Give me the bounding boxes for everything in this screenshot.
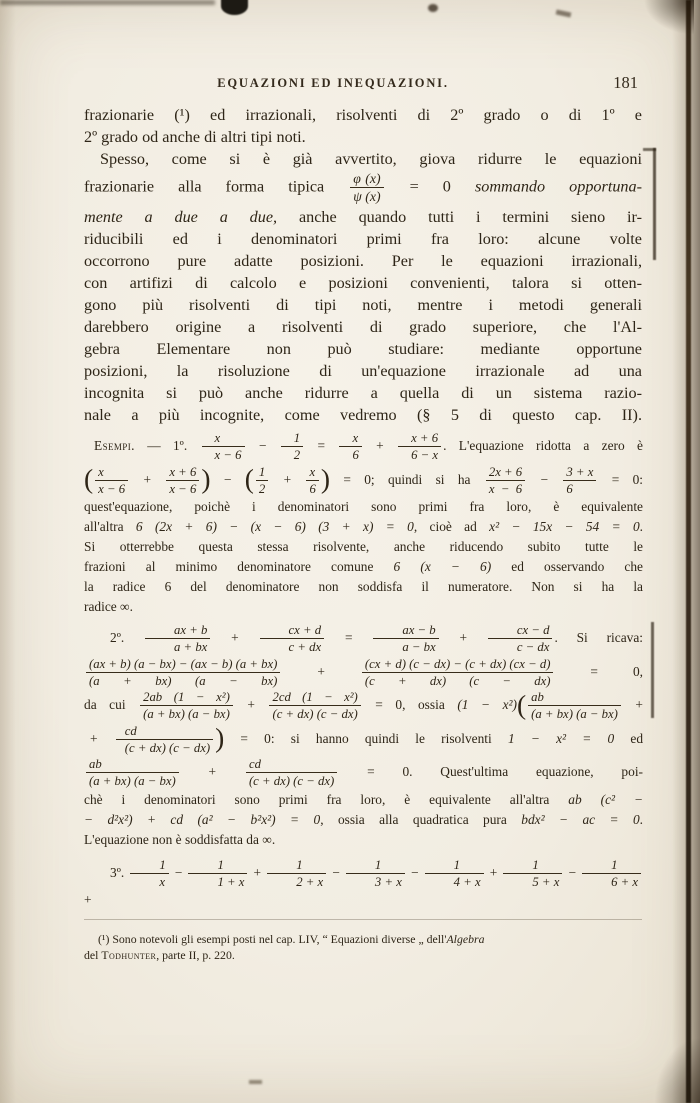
math-fraction: $\frac{1}{1 + x}$: [188, 858, 247, 890]
footnote: [84, 931, 642, 963]
math-fraction: $\frac{x}{6}$: [306, 465, 318, 497]
text-line: mente a due a due, anche quando tutti i termini sieno ir-: [84, 207, 642, 226]
math-fraction: $\frac{x}{6}$: [339, 431, 361, 463]
examples-section: [84, 430, 643, 910]
running-head: EQUAZIONI ED INEQUAZIONI.: [217, 76, 449, 90]
text-line: Esempi. — 1º. $\frac{x}{x - 6}$ − $\frac{1}{2}$ = $\frac{x}{6}$ + $\frac{x + 6}{6 - x}$ . L'equazione ridotta a zero è: [94, 431, 644, 463]
scan-corner-bottom-right: [654, 1037, 700, 1103]
text-line: $\frac{(ax + b) (a - bx) - (ax - b) (a + bx)}{(a + bx) (a - bx)}$ + $\frac{(cx + d) (c - dx) - (c + dx) (cx - d)}{(c + dx) (c - dx)}$ = 0,: [84, 656, 643, 690]
text-line: + $\frac{cd}{(c + dx) (c - dx)}$ ) = 0: si hanno quindi le risolventi 1 − x² = 0 ed: [90, 723, 644, 755]
math-fraction: $\frac{1}{2}$: [281, 431, 303, 463]
text-line: gono più risolventi di tipi noti, mentre i metodi generali: [84, 295, 642, 314]
text-line: occorrono pure adatte posizioni. Per le equazioni irrazionali,: [84, 251, 642, 270]
math-fraction: $\frac{1}{2}$: [256, 465, 268, 497]
text-line: radice ∞.: [84, 599, 133, 614]
math-fraction: $\frac{1}{4 + x}$: [425, 858, 484, 890]
scan-corner-top-right: [642, 0, 694, 36]
text-line: posizioni, la risoluzione di un'equazione irrazionale ad una: [84, 361, 642, 380]
big-paren: (: [244, 464, 254, 495]
text-line: 2º. $\frac{ax + b}{a + bx}$ + $\frac{cx + d}{c + dx}$ = $\frac{ax - b}{a - bx}$ + $\frac{cx - d}{c - dx}$ . Si ricava:: [110, 623, 644, 655]
text-line: darebbero origine a risolventi di grado superiore, che l'Al-: [84, 317, 642, 336]
text-line: frazioni al minimo denominatore comune 6 (x − 6) ed osservando che: [84, 559, 643, 574]
text-line: frazionarie alla forma tipica $\frac{\varphi (x)}{\psi (x)}$ = 0 sommando opportuna-: [84, 171, 642, 205]
body-paragraphs: [84, 104, 642, 426]
text-line: la radice 6 del denominatore non soddisfa il numeratore. Non si ha la: [84, 579, 643, 594]
page-edge-right-shade: [672, 0, 700, 1103]
big-paren: (: [84, 464, 94, 495]
math-fraction: $\frac{ax + b}{a + bx}$: [145, 623, 210, 655]
math-fraction: $\frac{1}{x}$: [130, 858, 168, 890]
page-edge-left-shade: [0, 0, 16, 1103]
text-line: incognita si può anche ridurre a quella di un sistema razio-: [84, 383, 642, 402]
math-fraction: $\frac{3 + x}{6}$: [563, 465, 596, 497]
scan-line-right-upper: [653, 148, 656, 260]
math-fraction: $\frac{cx + d}{c + dx}$: [260, 623, 325, 655]
text-line: all'altra 6 (2x + 6) − (x − 6) (3 + x) = 0, cioè ad x² − 15x − 54 = 0.: [84, 519, 643, 534]
text-line: 2º grado od anche di altri tipi noti.: [84, 128, 306, 146]
scan-ink-blob-top: [221, 0, 248, 15]
scan-speck-bottom: [249, 1080, 262, 1084]
text-line: frazionarie (¹) ed irrazionali, risolventi di 2º grado o di 1º e: [84, 106, 642, 124]
math-fraction: $\frac{(ax + b) (a - bx) - (ax - b) (a + bx)}{(a + bx) (a - bx)}$: [86, 657, 280, 689]
scan-speck-top-center: [428, 4, 438, 12]
math-fraction: $\frac{ab}{(a + bx) (a - bx)}$: [86, 757, 179, 789]
big-paren: ): [201, 464, 211, 495]
text-line: nale a più incognite, come vedremo (§ 5 di questo cap. II).: [84, 405, 642, 424]
math-fraction: $\frac{1}{2 + x}$: [267, 858, 326, 890]
big-paren: (: [517, 689, 527, 720]
text-line: 3º. $\frac{1}{x}$ − $\frac{1}{1 + x}$ + $\frac{1}{2 + x}$ − $\frac{1}{3 + x}$ − $\frac{1}{4 + x}$ + $\frac{1}{5 + x}$ − $\frac{1}{6 + x}$ +: [84, 857, 643, 911]
big-paren: ): [320, 464, 330, 495]
binding-shadow-line: [686, 0, 691, 1103]
text-line: $\frac{ab}{(a + bx) (a - bx)}$ + $\frac{cd}{(c + dx) (c - dx)}$ = 0. Quest'ultima equazione, poi-: [84, 756, 643, 790]
text-line: L'equazione non è soddisfatta da ∞.: [84, 831, 276, 847]
math-fraction: $\frac{2x + 6}{x - 6}$: [486, 465, 525, 497]
text-line: riducibili ed i denominatori primi fra loro: alcune volte: [84, 229, 642, 248]
page-header: [84, 73, 642, 98]
math-fraction: $\frac{ab}{(a + bx) (a - bx)}$: [528, 690, 621, 722]
text-line: chè i denominatori sono primi fra loro, è equivalente all'altra ab (c² −: [84, 791, 643, 807]
math-fraction: $\frac{ax - b}{a - bx}$: [373, 623, 438, 655]
text-line: ( $\frac{x}{x - 6}$ + $\frac{x + 6}{x - 6}$ ) − ( $\frac{1}{2}$ + $\frac{x}{6}$ ) = 0; quindi si ha $\frac{2x + 6}{x - 6}$ − $\frac{3 + x}{6}$ = 0:: [84, 464, 644, 496]
scan-smudge-top: [0, 0, 215, 5]
text-line: Si otterrebbe questa stessa risolvente, anche riducendo subito tutte le: [84, 539, 643, 554]
math-fraction: $\frac{x + 6}{6 - x}$: [398, 431, 441, 463]
big-paren: ): [215, 723, 225, 754]
footnote-divider: [84, 919, 642, 920]
math-fraction: $\frac{\varphi (x)}{\psi (x)}$: [350, 171, 383, 205]
math-fraction: $\frac{x}{x - 6}$: [202, 431, 245, 463]
math-fraction: $\frac{(cx + d) (c - dx) - (c + dx) (cx - d)}{(c + dx) (c - dx)}$: [362, 657, 554, 689]
text-line: Spesso, come si è già avvertito, giova ridurre le equazioni: [100, 150, 642, 168]
math-fraction: $\frac{1}{6 + x}$: [582, 858, 641, 890]
math-fraction: $\frac{\text{2cd (1 − x²)}}{(c + dx) (c - dx)}$: [269, 690, 360, 722]
text-line: con artifizi di calcolo e posizioni convenienti, talora si otten-: [84, 273, 642, 292]
text-line: da cui $\frac{\text{2ab (1 − x²)}}{(a + bx) (a - bx)}$ + $\frac{\text{2cd (1 − x²)}}{(c + dx) (c - dx)}$ = 0, ossia (1 − x²)( $\frac{ab}{(a + bx) (a - bx)}$ +: [84, 689, 643, 722]
page-number: 181: [613, 73, 638, 92]
text-line: quest'equazione, poichè i denominatori sono primi fra loro, è equivalente: [84, 499, 643, 514]
scan-dash-top-right: [556, 9, 572, 17]
text-line: − d²x²) + cd (a² − b²x²) = 0, ossia alla quadratica pura bdx² − ac = 0.: [84, 811, 644, 827]
text-line: del Todhunter, parte II, p. 220.: [84, 948, 235, 962]
math-fraction: $\frac{\text{2ab (1 − x²)}}{(a + bx) (a - bx)}$: [140, 690, 233, 722]
math-fraction: $\frac{1}{3 + x}$: [346, 858, 405, 890]
scan-line-right-lower: [651, 622, 654, 718]
math-fraction: $\frac{x}{x - 6}$: [95, 465, 128, 497]
math-fraction: $\frac{cd}{(c + dx) (c - dx)}$: [116, 724, 213, 756]
math-fraction: $\frac{cx - d}{c - dx}$: [488, 623, 553, 655]
math-fraction: $\frac{x + 6}{x - 6}$: [166, 465, 199, 497]
text-line: gebra Elementare non può studiare: mediante opportune: [84, 339, 642, 358]
math-fraction: $\frac{1}{5 + x}$: [503, 858, 562, 890]
math-fraction: $\frac{cd}{(c + dx) (c - dx)}$: [246, 757, 337, 789]
text-line: (¹) Sono notevoli gli esempi posti nel cap. LIV, “ Equazioni diverse „ dell'Algebra: [98, 932, 485, 946]
scan-tick-right-upper: [643, 148, 656, 151]
